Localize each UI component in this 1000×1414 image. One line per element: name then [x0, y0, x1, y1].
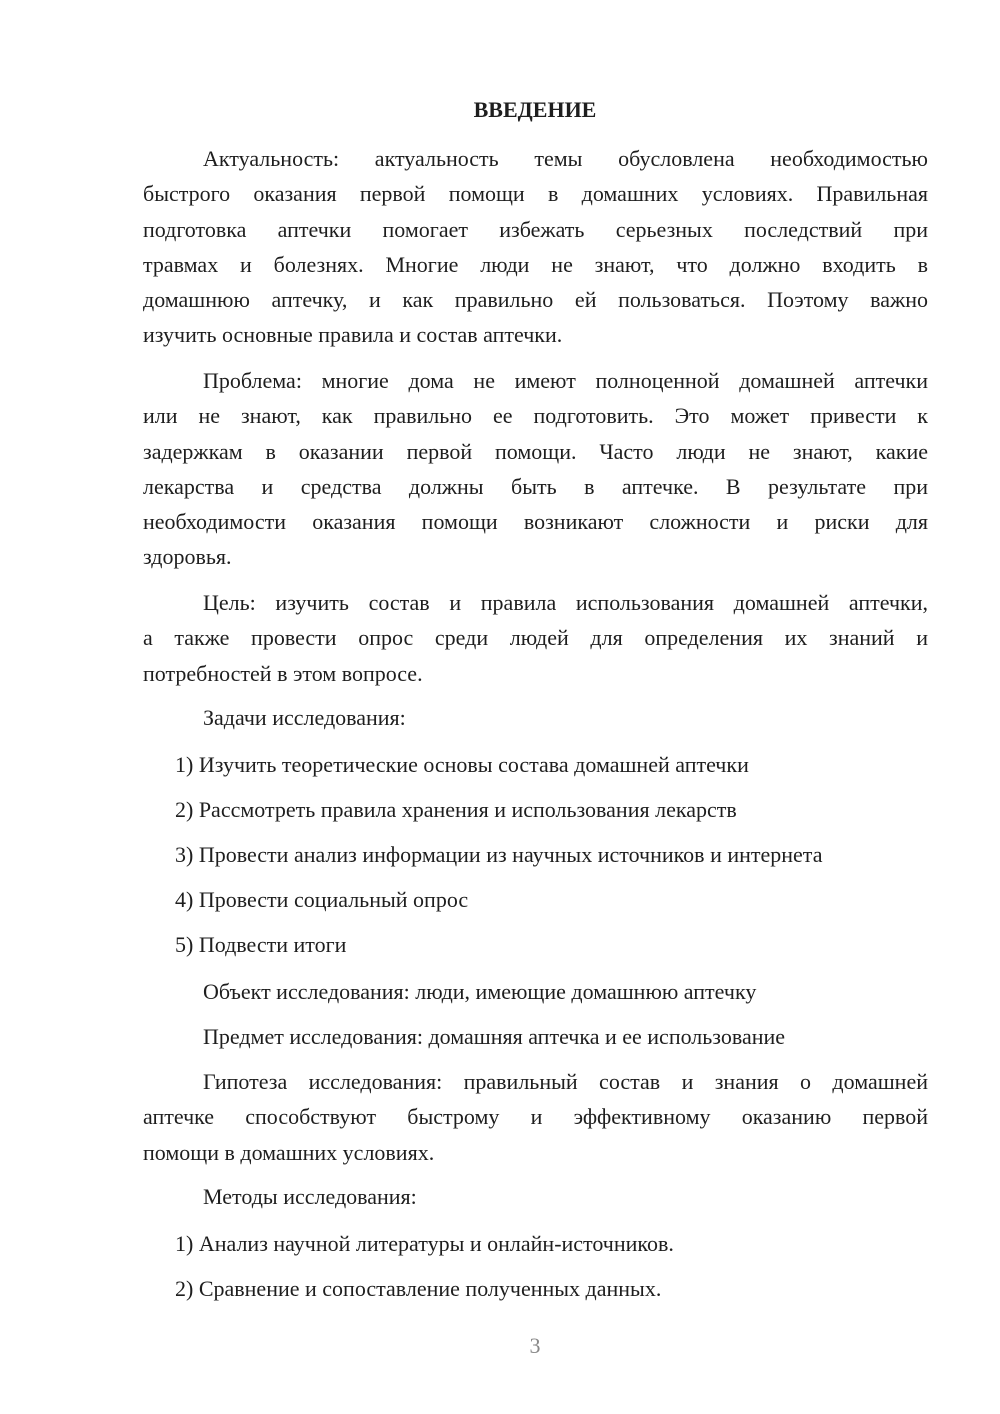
text-line: изучить основные правила и состав аптечки.: [143, 322, 563, 348]
task-list-item: 3) Провести анализ информации из научных источников и интернета: [175, 842, 823, 867]
text-line: или не знают, как правильно ее подготовить. Это может привести к: [143, 403, 928, 429]
goal-paragraph: [143, 585, 928, 691]
text-line: задержкам в оказании первой помощи. Часто люди не знают, какие: [143, 438, 928, 464]
task-list-item: 4) Провести социальный опрос: [175, 887, 469, 912]
text-line: Проблема: многие дома не имеют полноценной домашней аптечки: [203, 368, 928, 393]
section-title: ВВЕДЕНИЕ: [473, 97, 597, 122]
text-line: помощи в домашних условиях.: [143, 1139, 435, 1165]
text-line: необходимости оказания помощи возникают сложности и риски для: [143, 509, 928, 535]
method-list-item: 1) Анализ научной литературы и онлайн-источников.: [175, 1231, 674, 1256]
text-line: Актуальность: актуальность темы обусловлена необходимостью: [203, 146, 928, 171]
text-line: здоровья.: [143, 544, 232, 570]
subject-paragraph: [143, 1019, 928, 1054]
text-line: травмах и болезнях. Многие люди не знают, что должно входить в: [143, 251, 928, 277]
text-line: а также провести опрос среди людей для определения их знаний и: [143, 625, 928, 651]
text-line: Методы исследования:: [203, 1184, 417, 1209]
text-line: Объект исследования: люди, имеющие домашнюю аптечку: [203, 979, 757, 1004]
task-list-item: 5) Подвести итоги: [175, 932, 347, 957]
task-list-item: 2) Рассмотреть правила хранения и использования лекарств: [175, 797, 737, 822]
text-line: Задачи исследования:: [203, 705, 406, 730]
hypothesis-paragraph: [143, 1064, 928, 1170]
methods-heading: [143, 1179, 928, 1214]
method-list-item: 2) Сравнение и сопоставление полученных данных.: [175, 1276, 662, 1301]
text-line: Предмет исследования: домашняя аптечка и ее использование: [203, 1024, 786, 1049]
tasks-heading: [143, 700, 928, 735]
problem-paragraph: [143, 363, 928, 575]
text-line: Гипотеза исследования: правильный состав и знания о домашней: [203, 1069, 928, 1094]
text-line: аптечке способствуют быстрому и эффективному оказанию первой: [143, 1104, 928, 1130]
relevance-paragraph: [143, 141, 928, 353]
text-line: подготовка аптечки помогает избежать серьезных последствий при: [143, 216, 928, 242]
text-line: Цель: изучить состав и правила использования домашней аптечки,: [203, 590, 928, 615]
text-line: домашнюю аптечку, и как правильно ей пользоваться. Поэтому важно: [143, 287, 928, 313]
task-list-item: 1) Изучить теоретические основы состава домашней аптечки: [175, 752, 749, 777]
text-line: быстрого оказания первой помощи в домашних условиях. Правильная: [143, 181, 928, 207]
text-line: потребностей в этом вопросе.: [143, 660, 423, 686]
object-paragraph: [143, 974, 928, 1009]
text-line: лекарства и средства должны быть в аптечке. В результате при: [143, 473, 928, 499]
page-number: 3: [529, 1333, 541, 1358]
